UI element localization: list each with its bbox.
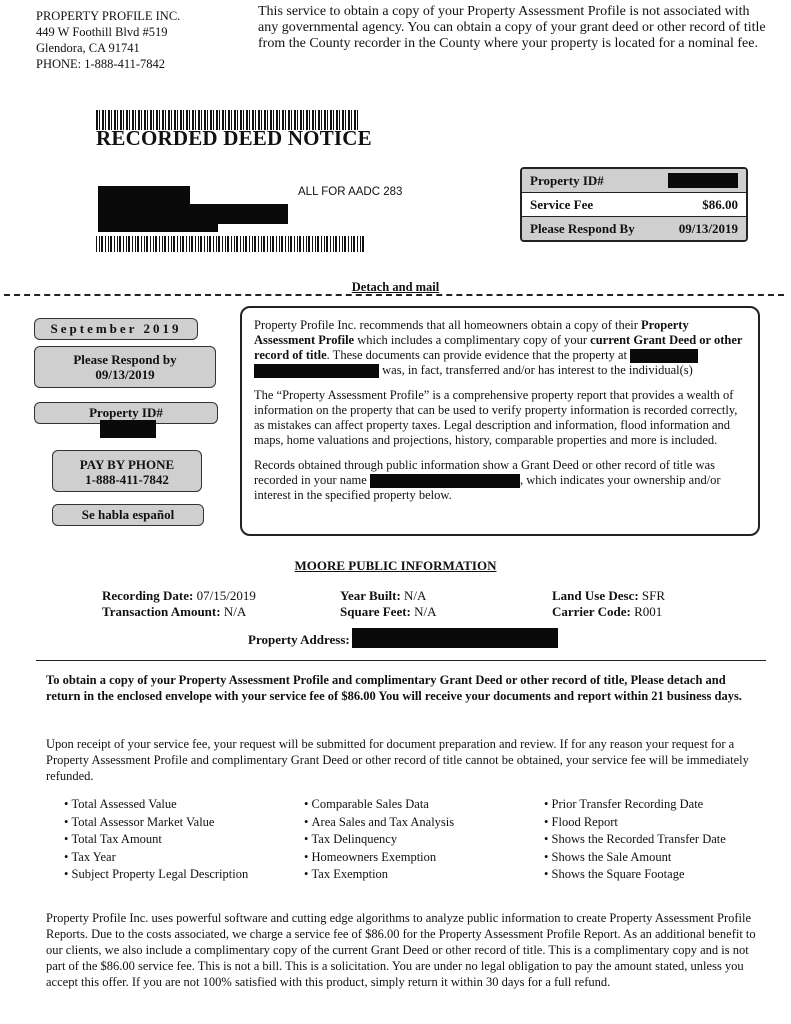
bullet-item: • Total Tax Amount [64, 831, 248, 849]
main-paragraph-2: The “Property Assessment Profile” is a comprehensive property report that provides a wealth of information on the property that can be used to verify property information is recorded correctly, as mistakes can affect property taxes. Legal description and information, flood information and maps, home valuations and projections, history, comparable properties and more is included. [254, 388, 738, 448]
carrier-code-label: Carrier Code: [552, 604, 631, 619]
company-address-line2: Glendora, CA 91741 [36, 41, 140, 55]
notice-title: RECORDED DEED NOTICE [96, 126, 372, 150]
spanish-label: Se habla español [81, 507, 175, 522]
redacted-property-address-2 [254, 364, 379, 378]
respond-by-sidebar-date: 09/13/2019 [95, 367, 155, 382]
transaction-amount-label: Transaction Amount: [102, 604, 221, 619]
service-fee-label: Service Fee [530, 196, 594, 212]
bullet-list-3 [544, 796, 726, 884]
bullet-item: • Homeowners Exemption [304, 849, 454, 867]
bullet-list-1 [64, 796, 248, 884]
fee-row-service-fee [522, 192, 746, 216]
bullet-item: • Area Sales and Tax Analysis [304, 814, 454, 832]
year-built-value: N/A [404, 588, 427, 603]
bullet-item: • Shows the Square Footage [544, 866, 726, 884]
redacted-owner-name [370, 474, 520, 488]
bullet-item: • Shows the Sale Amount [544, 849, 726, 867]
company-address-line1: 449 W Foothill Blvd #519 [36, 25, 168, 39]
pay-by-phone-box [52, 450, 202, 492]
bullet-item: • Tax Exemption [304, 866, 454, 884]
land-use-label: Land Use Desc: [552, 588, 639, 603]
main-paragraph-3 [254, 458, 746, 503]
bullet-item: • Subject Property Legal Description [64, 866, 248, 884]
company-phone: PHONE: 1-888-411-7842 [36, 57, 166, 71]
bullet-item: • Shows the Recorded Transfer Date [544, 831, 726, 849]
redacted-city [98, 220, 218, 232]
company-info [36, 8, 180, 72]
public-info-col-1 [102, 588, 256, 620]
pay-by-phone-number: 1-888-411-7842 [85, 472, 169, 487]
p1-text-e: . These documents can provide evidence that the property at [326, 348, 628, 362]
receipt-text: Upon receipt of your service fee, your request will be submitted for document preparation and review. If for any reason your request for a Property Assessment Profile and complimentary Grant Deed or other record of title cannot be obtained, your service fee will be immediately refunded. [46, 737, 749, 783]
p1-text-f: was, in fact, transferred and/or has interest to the individual(s) [379, 363, 693, 378]
p3-text-b: , which indicates your ownership and/or interest in the specified property below. [254, 473, 721, 503]
redacted-property-address-1 [630, 349, 698, 363]
p1-bold-d: current Grant Deed or other record of title [254, 333, 743, 362]
public-info-title: MOORE PUBLIC INFORMATION [294, 558, 497, 573]
recording-date-value: 07/15/2019 [196, 588, 256, 603]
recording-date-label: Recording Date: [102, 588, 194, 603]
bullet-item: • Flood Report [544, 814, 726, 832]
bullet-item: • Total Assessed Value [64, 796, 248, 814]
respond-by-value: 09/13/2019 [678, 220, 738, 236]
respond-by-sidebar-label: Please Respond by [73, 352, 177, 367]
bullet-item: • Prior Transfer Recording Date [544, 796, 726, 814]
p1-bold-b: Property Assessment Profile [254, 318, 689, 347]
carrier-code-value: R001 [634, 604, 663, 619]
month-label: September 2019 [50, 321, 182, 336]
disclaimer-text: This service to obtain a copy of your Property Assessment Profile is not associated with any governmental agency. You can obtain a copy of your grant deed or other record of title from the County recorder in the County where your property is located for a nominal fee. [258, 4, 766, 51]
land-use-value: SFR [641, 588, 666, 603]
square-feet-value: N/A [414, 604, 437, 619]
property-id-label: Property ID# [530, 172, 604, 188]
mail-sort-code: ALL FOR AADC 283 [298, 186, 403, 198]
public-info-col-3 [552, 588, 665, 620]
fee-box [520, 167, 748, 242]
p1-text-c: which includes a complimentary copy of your [354, 333, 591, 347]
spanish-box [52, 504, 204, 526]
footer-disclaimer: Property Profile Inc. uses powerful software and cutting edge algorithms to analyze public information to create Property Assessment Profile Reports. Due to the costs associated, we charge a service fee of $86.00 for the Property Assessment Profile Report. As an additional benefit to our clients, we also include a complimentary copy of the current Grant Deed or other record of title. This is a complimentary copy and is not part of the $86.00 service fee. This is not a bill. This is a solicitation. You are under no legal obligation to pay the amount stated, unless you accept this offer. If you are not 100% satisfied with this product, simply return it within 30 days for a full refund. [46, 911, 756, 989]
pay-by-phone-label: PAY BY PHONE [79, 457, 175, 472]
bullet-item: • Total Assessor Market Value [64, 814, 248, 832]
main-paragraph-1 [254, 318, 746, 378]
transaction-amount-value: N/A [223, 604, 247, 619]
bullet-list-2 [304, 796, 454, 884]
instructions-text: To obtain a copy of your Property Assessment Profile and complimentary Grant Deed or other record of title, Please detach and return in the enclosed envelope with your service fee of $86.00 You will receive your documents and report within 21 business days. [46, 673, 742, 703]
bullet-item: • Tax Year [64, 849, 248, 867]
bullet-item: • Comparable Sales Data [304, 796, 454, 814]
postal-barcode [96, 236, 364, 252]
p1-text-a: Property Profile Inc. recommends that all homeowners obtain a copy of their [254, 318, 642, 332]
respond-by-box [34, 346, 216, 388]
section-divider [36, 660, 766, 661]
p3-text-a: Records obtained through public information show a Grant Deed or other record of title was recorded in your name [254, 458, 715, 488]
service-fee-value: $86.00 [702, 196, 738, 212]
year-built-label: Year Built: [340, 588, 401, 603]
company-name: PROPERTY PROFILE INC. [36, 9, 181, 23]
property-address-label: Property Address: [248, 632, 350, 647]
property-id-sidebar-label: Property ID# [89, 405, 163, 420]
redacted-property-id [668, 173, 738, 188]
main-info-box [240, 306, 760, 536]
square-feet-label: Square Feet: [340, 604, 411, 619]
detach-line [4, 294, 784, 296]
respond-by-label: Please Respond By [530, 220, 635, 236]
redacted-property-id-sidebar [100, 420, 156, 438]
property-address-row [248, 632, 350, 648]
public-info-col-2 [340, 588, 437, 620]
detach-label: Detach and mail [351, 280, 440, 294]
bullet-item: • Tax Delinquency [304, 831, 454, 849]
redacted-property-address [352, 628, 558, 648]
month-box [34, 318, 198, 340]
fee-row-property-id [522, 169, 746, 192]
fee-row-respond-by [522, 216, 746, 240]
